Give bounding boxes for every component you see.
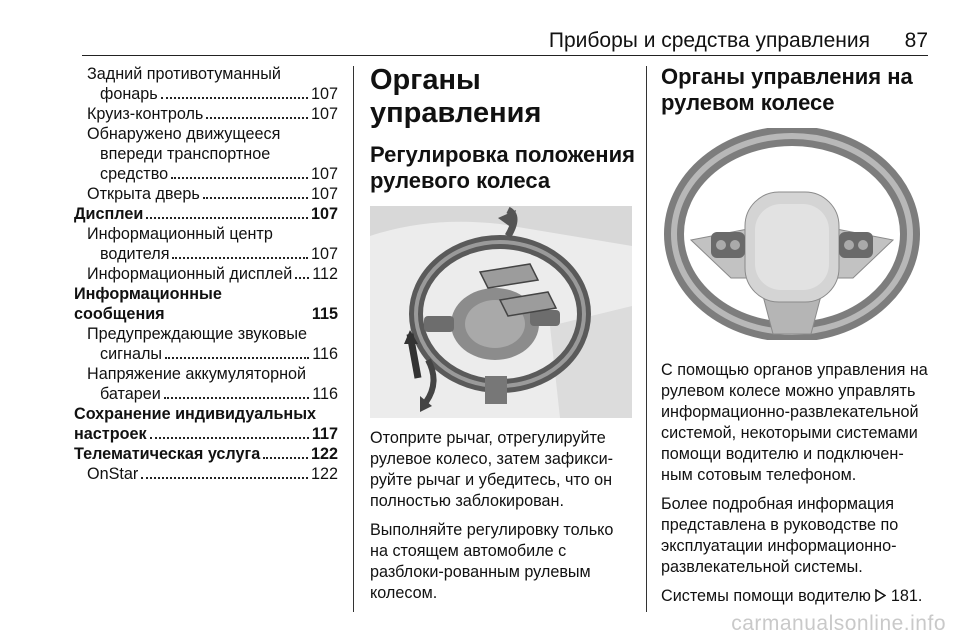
- toc-item-label: сигналы: [100, 345, 163, 363]
- leader-dots: [203, 197, 308, 199]
- toc-page-number: 112: [312, 265, 338, 283]
- toc-item-label: Круиз-контроль: [87, 105, 204, 123]
- toc-item-label: OnStar: [87, 465, 139, 483]
- steering-adjust-figure: [370, 206, 632, 418]
- controls-more-info: Более подробная информация представлена в руководстве по эксплуатации информационно-развлекательной системы.: [661, 495, 899, 576]
- toc-item-label-line: Напряжение аккумуляторной: [87, 365, 307, 383]
- steering-controls-section: [661, 64, 929, 607]
- toc-item-label-line: Задний противотуманный: [87, 65, 281, 83]
- toc-item-cruise[interactable]: [74, 104, 338, 124]
- column-divider-right: [646, 66, 647, 612]
- toc-page-number: 122: [310, 465, 338, 483]
- toc-page-number: 107: [310, 245, 338, 263]
- toc-item-label-line: Сохранение индивидуальных: [74, 405, 317, 423]
- toc-item-label-line: Предупреждающие звуковые: [87, 325, 307, 343]
- toc-item-dic[interactable]: [74, 224, 338, 264]
- chapter-title: Приборы и средства управления: [548, 29, 870, 52]
- steering-wheel-figure: [661, 128, 923, 340]
- toc-item-personal-settings[interactable]: [74, 404, 338, 444]
- toc-page-number: 107: [310, 105, 338, 123]
- subsection-heading: Органы управления на рулевом колесе: [661, 64, 913, 115]
- toc-item-label: батареи: [100, 385, 161, 403]
- adjust-instruction: Отоприте рычаг, отрегулируйте рулевое колесо, затем зафикси-руйте рычаг и убедитесь, что он полностью заблокирован.: [370, 429, 614, 510]
- toc-item-vehicle-ahead[interactable]: [74, 124, 338, 184]
- toc-list: [74, 64, 338, 484]
- toc-page-number: 107: [310, 205, 338, 223]
- leader-dots: [141, 477, 308, 479]
- toc-item-open-door[interactable]: [74, 184, 338, 204]
- leader-dots: [146, 217, 308, 219]
- toc-item-label-line: Обнаружено движущееся: [87, 125, 281, 143]
- page-reference-icon: [875, 589, 886, 602]
- toc-item-onstar[interactable]: [74, 464, 338, 484]
- toc-page-number: 115: [311, 305, 338, 323]
- toc-page-number: 116: [312, 345, 338, 363]
- section-heading: Органы управления: [370, 64, 542, 129]
- leader-dots: [172, 257, 308, 259]
- leader-dots: [295, 277, 309, 279]
- leader-dots: [263, 457, 308, 459]
- toc-item-label: настроек: [74, 425, 147, 443]
- toc-item-label: Информационный дисплей: [87, 265, 293, 283]
- watermark: carmanualsonline.info: [731, 612, 946, 635]
- leader-dots: [165, 357, 309, 359]
- column-divider-left: [353, 66, 354, 612]
- toc-item-displays[interactable]: [74, 204, 338, 224]
- toc-item-info-display[interactable]: [74, 264, 338, 284]
- toc-page-number: 107: [310, 85, 338, 103]
- subsection-heading: Регулировка положения рулевого колеса: [370, 142, 635, 193]
- assist-reference: [661, 586, 929, 607]
- toc-item-label-line: Информационный центр: [87, 225, 273, 243]
- toc-item-telematics[interactable]: [74, 444, 338, 464]
- toc-item-label: Телематическая услуга: [74, 445, 261, 463]
- toc-page-number: 116: [312, 385, 338, 403]
- leader-dots: [164, 397, 309, 399]
- toc-item-battery-voltage[interactable]: [74, 364, 338, 404]
- toc-page-number: 117: [311, 425, 338, 443]
- toc-item-warning-chimes[interactable]: [74, 324, 338, 364]
- controls-description: С помощью органов управления на рулевом колесе можно управлять информационно-развлекательной системой, некоторыми системами помощи водителю и подключен-ным сотовым телефоном.: [661, 361, 928, 484]
- assist-reference-page[interactable]: 181.: [890, 587, 923, 605]
- toc-item-label: Дисплеи: [74, 205, 144, 223]
- leader-dots: [150, 437, 309, 439]
- toc-item-label: водителя: [100, 245, 170, 263]
- leader-dots: [206, 117, 308, 119]
- toc-item-info-messages[interactable]: [74, 284, 338, 324]
- steering-adjust-section: [370, 64, 635, 604]
- header-rule: [82, 55, 928, 56]
- toc-item-label: фонарь: [100, 85, 158, 103]
- page-number: 87: [904, 29, 928, 52]
- adjust-warning: Выполняйте регулировку только на стоящем автомобиле с разблоки-рованным рулевым колесом.: [370, 521, 614, 602]
- toc-page-number: 122: [310, 445, 338, 463]
- leader-dots: [171, 177, 308, 179]
- toc-item-label-line: впереди транспортное: [100, 145, 271, 163]
- assist-reference-text: Системы помощи водителю: [661, 587, 871, 605]
- toc-item-label: Информационные сообщения: [74, 285, 222, 323]
- leader-dots: [161, 97, 308, 99]
- toc-item-rear-fog[interactable]: [74, 64, 338, 104]
- toc-item-label: Открыта дверь: [87, 185, 200, 203]
- toc-page-number: 107: [310, 165, 338, 183]
- toc-page-number: 107: [310, 185, 338, 203]
- page-header: [0, 0, 960, 52]
- toc-item-label: средство: [100, 165, 169, 183]
